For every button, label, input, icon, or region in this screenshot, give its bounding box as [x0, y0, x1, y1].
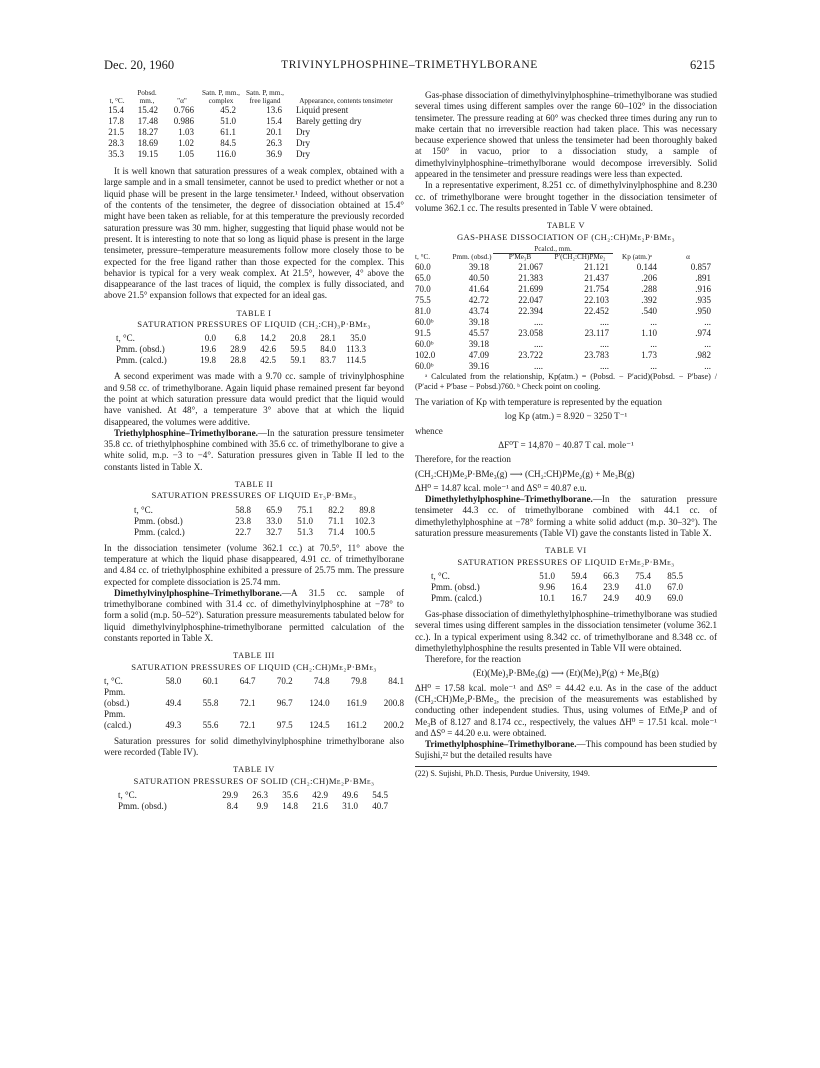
- table-cell: 45.2: [220, 105, 236, 116]
- table-cell: 49.6: [342, 790, 358, 801]
- table-cell: 102.3: [354, 515, 375, 526]
- paragraph: Therefore, for the reaction: [425, 654, 521, 665]
- equation: (CH₂:CH)Me₂P·BMe₃(g) ⟶ (CH₂:CH)PMe₂(g) + Me₃B(g): [415, 468, 635, 479]
- paragraph: Therefore, for the reaction: [415, 454, 511, 465]
- table-cell: Pmm. (obsd.): [134, 515, 183, 526]
- table-title: SATURATION PRESSURES OF LIQUID (CH₂:CH)Me₂P·BMe₃: [131, 661, 377, 672]
- header-page-number: 6215: [690, 58, 715, 72]
- paragraph: In a representative experiment, 8.251 cc. of dimethylvinylphosphine and 8.230 cc. of trimethylborane were brought together in the dissociation tensimeter of volume 362.1 cc. The results presented in Table V were obtained.: [415, 180, 717, 213]
- paragraph: [415, 494, 717, 539]
- table-cell: t, °C.: [116, 333, 135, 344]
- note-b: ᵇ Check point on cooling.: [517, 382, 601, 392]
- table-6: [431, 571, 683, 604]
- table-cell: Pmm. (obsd.): [431, 581, 480, 592]
- table-cell: 22.103: [584, 295, 609, 306]
- table-cell: 0.144: [636, 262, 657, 273]
- table-cell: 42.6: [260, 344, 276, 355]
- table-cell: 33.0: [266, 515, 282, 526]
- table-row: [431, 582, 683, 593]
- table-row: [104, 698, 404, 709]
- paragraph: Gas-phase dissociation of dimethylvinylphosphine–trimethylborane was studied several times using different samples over the range 60–102° in the dissociation tensimeter. The pressure reading at 60° was checked three times during any run to make certain that no irreversible reaction had taken place. This was necessary because experience showed that unless the tensimeter had been thoroughly baked at 150° in vacuo, prior to a dissociation study, a sample of dimethylvinylphosphine–trimethylborane would decompose irreversibly. Solid appeared in the tensimeter and pressure readings were less than expected.: [415, 90, 717, 180]
- table-header-row: [104, 90, 404, 105]
- table-5-body: [415, 262, 715, 372]
- left-column: [104, 90, 404, 812]
- table-cell: t, °C.: [431, 570, 450, 581]
- table-cell: 67.0: [667, 581, 683, 592]
- table-cell: 40.7: [372, 801, 388, 812]
- table-cell: 23.058: [518, 328, 543, 339]
- table-cell: .916: [695, 284, 711, 295]
- col-header: α: [686, 253, 690, 262]
- table-row: [415, 328, 715, 339]
- paragraph: It is well known that saturation pressures of a weak complex, obtained with a large sample and in a small tensimeter, cannot be used to predict whether or not a liquid phase will be present in the large tensimeter.¹ Indeed, without observation of the contents of the tensimeter, the degree of dissociation obtained at 15.4° might have been taken as reliable, for at this temperature the previously recorded saturation pressure was 30 mm. higher, suggesting that liquid phase would not be present. It is interesting to note that so long as liquid phase is present in the large tensimeter, pressure–temperature measurements follow more closely those to be expected for the free ligand rather than those expected for the complex. This behavior is typical for a very weak complex. At 21.5°, however, 4° above the disappearance of the last traces of liquid, the complex is fully dissociated, and above 21.5° expansion follows that expected for an ideal gas.: [104, 166, 404, 301]
- table-row: [415, 361, 715, 372]
- table-cell: 8.4: [226, 801, 238, 812]
- table-row: [134, 516, 375, 527]
- table-caption: TABLE II: [234, 480, 274, 490]
- table-note: [415, 372, 717, 392]
- section-heading: Trimethylphosphine–Trimethylborane.: [425, 739, 577, 750]
- col-group-header: Pcalcd., mm.: [493, 246, 613, 254]
- table-cell: 60.0: [415, 262, 431, 273]
- table-row: [431, 571, 683, 582]
- table-cell: 66.3: [603, 570, 619, 581]
- paragraph-text: —In the saturation pressure tensimeter 35.8 cc. of triethylphosphine combined with 35.6 cc. of trimethylborane to give a white solid, m.p. −3 to −4°. Saturation pressures given in Table II led to the constants listed in Table X.: [104, 427, 404, 472]
- col-header: P′Me₃B: [508, 253, 532, 262]
- table-cell: 54.5: [372, 790, 388, 801]
- table-cell: 51.0: [297, 515, 313, 526]
- table-cell: 49.4: [165, 697, 182, 708]
- note-a: ᵃ Calculated from the relationship, Kp(atm.) = (Pobsd. − P′acid)(Pobsd. − P′base) / (P′acid + P′base − Pobsd.)760.: [415, 372, 717, 392]
- table-cell: 1.03: [178, 127, 194, 138]
- table-cell: 23.9: [603, 581, 619, 592]
- table-cell: 113.3: [346, 344, 366, 355]
- paragraph: [104, 588, 404, 644]
- table-cell: 9.9: [256, 801, 268, 812]
- table-title: SATURATION PRESSURES OF LIQUID Et₃P·BMe₃: [151, 490, 357, 501]
- table-cell: .974: [695, 328, 711, 339]
- table-cell: 200.8: [383, 697, 404, 708]
- paragraph: Gas-phase dissociation of dimethylethylphosphine–trimethylborane was studied several times using different samples in the dissociation tensimeter (volume 362.1 cc.). In a typical experiment using 8.342 cc. of trimethylborane and 8.348 cc. of dimethylethylphosphine the results presented in Table VII were obtained.: [415, 608, 717, 653]
- table-cell: (calcd.): [104, 719, 132, 730]
- table-cell: Pmm. (calcd.): [116, 355, 167, 366]
- table-4: [118, 790, 388, 812]
- table-cell: 19.6: [200, 344, 216, 355]
- header-title: TRIVINYLPHOSPHINE–TRIMETHYLBORANE: [281, 59, 538, 71]
- table-cell: 75.5: [415, 295, 431, 306]
- table-cell: 51.0: [539, 570, 555, 581]
- table-cell: 13.6: [266, 105, 282, 116]
- table-cell: 6.8: [234, 333, 246, 344]
- table-row: [415, 295, 715, 306]
- paragraph: The variation of Kp with temperature is represented by the equation: [415, 397, 662, 408]
- table-cell: 42.9: [312, 790, 328, 801]
- table-cell: 15.42: [137, 105, 158, 116]
- table-cell: 0.766: [173, 105, 194, 116]
- table-caption: TABLE IV: [233, 765, 275, 775]
- table-cell: 35.3: [108, 149, 124, 160]
- table-cell: 71.4: [328, 526, 344, 537]
- table-cell: 28.8: [230, 355, 246, 366]
- table-cell: 17.8: [108, 116, 124, 127]
- table-cell: 29.9: [222, 790, 238, 801]
- table-cell: 41.0: [635, 581, 651, 592]
- table-row: [415, 273, 715, 284]
- table-cell: ....: [534, 339, 543, 350]
- table-row: [104, 116, 404, 127]
- table-cell: 72.1: [239, 697, 256, 708]
- table-cell: 22.047: [518, 295, 543, 306]
- table-row: [415, 284, 715, 295]
- table-caption: TABLE V: [546, 221, 586, 231]
- paragraph: ΔH⁰ = 14.87 kcal. mole⁻¹ and ΔS⁰ = 40.87 e.u.: [415, 482, 587, 493]
- table-cell: 23.722: [518, 350, 543, 361]
- table-cell: 20.1: [266, 127, 282, 138]
- table-cell: 59.1: [290, 355, 306, 366]
- table-cell: ....: [534, 317, 543, 328]
- table-row: [104, 127, 404, 138]
- table-cell: 69.0: [667, 592, 683, 603]
- table-cell: Barely getting dry: [296, 116, 362, 127]
- table-cell: Dry: [296, 138, 310, 149]
- table-cell: .891: [695, 273, 711, 284]
- table-cell: 39.16: [468, 361, 489, 372]
- table-cell: 65.9: [266, 504, 282, 515]
- table-cell: 61.1: [220, 127, 236, 138]
- table-cell: 36.9: [266, 149, 282, 160]
- table-cell: Dry: [296, 127, 310, 138]
- paragraph-text: —In the saturation pressure tensimeter 44.3 cc. of trimethylborane combined with 44.1 cc. of dimethylethylphosphine at −78° forming a white solid adduct (m.p. 30–32°). The saturation pressure measurements (Table VI) gave the constants listed in Table X.: [415, 494, 717, 539]
- table-cell: 65.0: [415, 273, 431, 284]
- table-cell: Pmm.: [104, 708, 126, 719]
- table-cell: 19.8: [200, 355, 216, 366]
- table-cell: 40.50: [468, 273, 489, 284]
- table-cell: t, °C.: [134, 504, 153, 515]
- table-cell: t, °C.: [104, 675, 123, 686]
- col-header: "α": [177, 96, 187, 105]
- table-cell: 74.8: [313, 675, 330, 686]
- table-cell: 0.0: [204, 333, 216, 344]
- table-row: [415, 339, 715, 350]
- table-header-row: [415, 254, 715, 262]
- table-cell: ....: [600, 339, 609, 350]
- header-date: Dec. 20, 1960: [104, 58, 175, 72]
- table-cell: 22.452: [584, 306, 609, 317]
- table-row: [104, 720, 404, 731]
- table-cell: 84.0: [320, 344, 336, 355]
- table-cell: 79.8: [351, 675, 367, 686]
- table-cell: ....: [534, 361, 543, 372]
- table-cell: 21.754: [584, 284, 609, 295]
- paragraph: [415, 739, 717, 762]
- table-cell: ...: [704, 339, 711, 350]
- table-cell: 19.15: [137, 149, 158, 160]
- table-cell: 26.3: [252, 790, 268, 801]
- table-6-body: [431, 571, 683, 604]
- table-cell: Pmm.: [104, 686, 126, 697]
- table-row: [134, 527, 375, 538]
- section-heading: Triethylphosphine–Trimethylborane.: [114, 427, 258, 438]
- table-row: [104, 709, 404, 720]
- table-caption: TABLE VI: [545, 546, 587, 556]
- table-cell: 1.73: [641, 350, 657, 361]
- table-row: [104, 676, 404, 687]
- table-row: [104, 149, 404, 160]
- col-header: Kp (atm.)ᵃ: [622, 253, 652, 262]
- table-cell: 58.0: [165, 675, 182, 686]
- table-cell: 59.5: [290, 344, 306, 355]
- table-cell: 1.05: [178, 149, 194, 160]
- equation: log Kp (atm.) = 8.920 − 3250 T⁻¹: [504, 411, 628, 422]
- table-title: SATURATION PRESSURES OF LIQUID EtMe₂P·BMe₃: [457, 556, 675, 567]
- table-title: GAS-PHASE DISSOCIATION OF (CH₂:CH)Me₂P·BMe₃: [456, 231, 676, 242]
- table-cell: 75.1: [297, 504, 313, 515]
- table-cell: 15.4: [108, 105, 124, 116]
- table-cell: 23.8: [235, 515, 251, 526]
- table-caption: TABLE I: [236, 308, 272, 318]
- table-cell: 96.7: [276, 697, 293, 708]
- table-cell: 41.64: [468, 284, 489, 295]
- table-cell: 9.96: [539, 581, 555, 592]
- table-2: [134, 505, 375, 538]
- table-cell: 10.1: [539, 592, 555, 603]
- table-cell: 1.02: [178, 138, 194, 149]
- table-row: [116, 333, 366, 344]
- table-cell: ...: [650, 339, 657, 350]
- table-row: [134, 505, 375, 516]
- table-title: SATURATION PRESSURES OF LIQUID (CH₂:CH)₃P·BMe₃: [137, 319, 371, 330]
- paragraph: In the dissociation tensimeter (volume 362.1 cc.) at 70.5°, 11° above the temperature at which the liquid phase disappeared, 4.91 cc. of trimethylborane and 4.84 cc. of triethylphosphine exhibited a pressure of 25.75 mm. The pressure expected for complete dissociation is 25.74 mm.: [104, 542, 404, 587]
- col-header: Satn. P, mm., complex: [202, 89, 240, 105]
- table-cell: 21.6: [312, 801, 328, 812]
- table-cell: 35.0: [350, 333, 366, 344]
- table-cell: 58.8: [235, 504, 251, 515]
- table-cell: 28.9: [230, 344, 246, 355]
- table-caption: TABLE III: [233, 651, 275, 661]
- table-row: [104, 105, 404, 116]
- table-cell: 45.57: [468, 328, 489, 339]
- table-row: [116, 344, 366, 355]
- table-cell: 0.857: [690, 262, 711, 273]
- table-cell: 47.09: [468, 350, 489, 361]
- table-cell: 16.7: [571, 592, 587, 603]
- paragraph: [104, 428, 404, 473]
- equation: (Et)(Me)₂P·BMe₃(g) ⟶ (Et)(Me)₂P(g) + Me₃B(g): [473, 668, 659, 679]
- table-cell: 18.27: [137, 127, 158, 138]
- table-cell: 97.5: [276, 719, 293, 730]
- table-cell: .206: [641, 273, 657, 284]
- table-cell: ...: [704, 317, 711, 328]
- right-column: [415, 90, 717, 779]
- col-header: t, °C.: [415, 253, 431, 262]
- table-cell: 40.9: [635, 592, 651, 603]
- table-cell: 21.383: [518, 273, 543, 284]
- table-4-body: [118, 790, 388, 812]
- table-row: [415, 262, 715, 273]
- table-cell: 49.3: [165, 719, 182, 730]
- table-cell: 26.3: [266, 138, 282, 149]
- paragraph: Saturation pressures for solid dimethylvinylphosphine trimethylborane also were recorded (Table IV).: [104, 735, 404, 758]
- table-cell: 1.10: [641, 328, 657, 339]
- table-row: [415, 350, 715, 361]
- table-1-body: [116, 333, 366, 366]
- table-cell: 161.9: [346, 697, 367, 708]
- table-cell: .392: [641, 295, 657, 306]
- section-heading: Dimethylvinylphosphine–Trimethylborane.: [114, 587, 282, 598]
- col-header: t, °C.: [109, 96, 125, 105]
- table-cell: 28.3: [108, 138, 124, 149]
- table-cell: 31.0: [342, 801, 358, 812]
- table-cell: 14.2: [260, 333, 276, 344]
- table-cell: 23.117: [584, 328, 609, 339]
- table-cell: 84.5: [220, 138, 236, 149]
- table-cell: 83.7: [320, 355, 336, 366]
- table-cell: Pmm. (obsd.): [116, 344, 165, 355]
- table-cell: 60.0ᵇ: [415, 361, 434, 372]
- table-cell: 21.5: [108, 127, 124, 138]
- table-cell: Pmm. (obsd.): [118, 801, 167, 812]
- table-cell: 84.1: [388, 675, 404, 686]
- table-cell: 51.0: [220, 116, 236, 127]
- table-cell: 72.1: [239, 719, 256, 730]
- table-cell: 0.986: [173, 116, 194, 127]
- table-cell: 102.0: [415, 350, 436, 361]
- table-cell: 21.121: [584, 262, 609, 273]
- table-cell: 22.394: [518, 306, 543, 317]
- table-cell: 21.437: [584, 273, 609, 284]
- table-cell: 81.0: [415, 306, 431, 317]
- table-cell: 59.4: [571, 570, 587, 581]
- table-cell: 114.5: [346, 355, 366, 366]
- table-cell: 39.18: [468, 262, 489, 273]
- table-cell: 124.5: [309, 719, 330, 730]
- table-cell: 43.74: [468, 306, 489, 317]
- table-cell: 161.2: [346, 719, 367, 730]
- table-cell: 16.4: [571, 581, 587, 592]
- table-cell: ...: [704, 361, 711, 372]
- table-cell: 20.8: [290, 333, 306, 344]
- table-cell: (obsd.): [104, 697, 130, 708]
- table-cell: Liquid present: [296, 105, 349, 116]
- table-cell: 17.48: [137, 116, 158, 127]
- table-cell: 124.0: [309, 697, 330, 708]
- table-cell: 200.2: [383, 719, 404, 730]
- table-5: [415, 246, 715, 372]
- table-row: [104, 687, 404, 698]
- table-cell: ....: [600, 317, 609, 328]
- col-header: Satn. P, mm., free ligand: [246, 89, 284, 105]
- table-cell: ...: [650, 317, 657, 328]
- dissociation-table-body: [104, 105, 404, 160]
- table-cell: 14.8: [282, 801, 298, 812]
- table-cell: .288: [641, 284, 657, 295]
- table-cell: 39.18: [468, 317, 489, 328]
- table-cell: 35.6: [282, 790, 298, 801]
- table-cell: 60.0ᵇ: [415, 339, 434, 350]
- paragraph-text: —A 31.5 cc. sample of trimethylborane combined with 31.4 cc. of dimethylvinylphosphine at −78° to form a solid (m.p. 50–52°). Saturation pressure measurements tabulated below for liquid dimethylvinylphosphine-trimethylborane permitted calculation of the constants reported in Table X.: [104, 587, 404, 643]
- table-cell: 116.0: [216, 149, 236, 160]
- table-cell: .950: [695, 306, 711, 317]
- table-cell: Pmm. (calcd.): [431, 592, 482, 603]
- table-row: [415, 306, 715, 317]
- table-cell: 64.7: [239, 675, 256, 686]
- table-cell: 60.0ᵇ: [415, 317, 434, 328]
- table-row: [104, 138, 404, 149]
- table-cell: 22.7: [235, 526, 251, 537]
- table-cell: 71.1: [328, 515, 344, 526]
- table-cell: 100.5: [354, 526, 375, 537]
- table-cell: 60.1: [202, 675, 219, 686]
- table-2-body: [134, 505, 375, 538]
- table-cell: 70.2: [276, 675, 293, 686]
- table-cell: 28.1: [320, 333, 336, 344]
- table-cell: 21.699: [518, 284, 543, 295]
- dissociation-table: [104, 90, 404, 160]
- table-cell: 24.9: [603, 592, 619, 603]
- table-cell: 32.7: [266, 526, 282, 537]
- table-cell: 75.4: [635, 570, 651, 581]
- col-header: Pobsd. mm.,: [137, 89, 157, 105]
- table-cell: 39.18: [468, 339, 489, 350]
- table-cell: 91.5: [415, 328, 431, 339]
- footnote: (22) S. Sujishi, Ph.D. Thesis, Purdue University, 1949.: [415, 766, 717, 779]
- table-cell: ...: [650, 361, 657, 372]
- col-header: Appearance, contents tensimeter: [299, 96, 393, 105]
- table-cell: Dry: [296, 149, 310, 160]
- table-cell: .982: [695, 350, 711, 361]
- table-cell: 15.4: [266, 116, 282, 127]
- table-cell: t, °C.: [118, 790, 137, 801]
- table-cell: 51.3: [297, 526, 313, 537]
- table-row: [118, 790, 388, 801]
- table-cell: 42.5: [260, 355, 276, 366]
- table-cell: 85.5: [667, 570, 683, 581]
- section-heading: Dimethylethylphosphine–Trimethylborane.: [425, 494, 593, 505]
- table-cell: 42.72: [468, 295, 489, 306]
- table-row: [118, 801, 388, 812]
- table-cell: .935: [695, 295, 711, 306]
- table-cell: 23.783: [584, 350, 609, 361]
- table-row: [431, 593, 683, 604]
- table-cell: Pmm. (calcd.): [134, 526, 185, 537]
- table-1: [116, 333, 366, 366]
- table-cell: 89.8: [359, 504, 375, 515]
- table-cell: 55.8: [202, 697, 219, 708]
- table-cell: 18.69: [137, 138, 158, 149]
- table-cell: 82.2: [328, 504, 344, 515]
- table-row: [116, 355, 366, 366]
- table-cell: 55.6: [202, 719, 219, 730]
- col-header: P′(CH₂:CH)PMe₂: [554, 253, 606, 262]
- table-cell: 21.067: [518, 262, 543, 273]
- paragraph-text: —This compound has been studied by Sujishi,²² but the detailed results have: [415, 739, 717, 761]
- table-title: SATURATION PRESSURES OF SOLID (CH₂:CH)Me₂P·BMe₃: [133, 775, 375, 786]
- col-header: Pmm. (obsd.): [452, 253, 492, 262]
- table-cell: ....: [600, 361, 609, 372]
- table-row: [415, 317, 715, 328]
- table-3-body: [104, 676, 404, 731]
- equation: ΔF⁰T = 14,870 − 40.87 T cal. mole⁻¹: [498, 439, 634, 450]
- table-cell: 70.0: [415, 284, 431, 295]
- paragraph: whence: [415, 425, 443, 436]
- paragraph: ΔH⁰ = 17.58 kcal. mole⁻¹ and ΔS⁰ = 44.42 e.u. As in the case of the adduct (CH₂:CH)Me₂P·BMe₃, the precision of the measurements was established by conducting other independent studies. Thus, using volumes of EtMe₂P and of Me₃B of 8.127 and 8.174 cc., respectively, the values ΔH⁰ = 17.51 kcal. mole⁻¹ and ΔS⁰ = 44.20 e.u. were obtained.: [415, 682, 717, 738]
- paragraph: A second experiment was made with a 9.70 cc. sample of trivinylphosphine and 9.58 cc. of trimethylborane. Again liquid phase remained present far beyond the point at which saturation pressure data would predict that the liquid would have vanished. At 48°, a temperature 3° above that at which the liquid disappeared, the volumes were additive.: [104, 371, 404, 427]
- table-3: [104, 676, 404, 731]
- page-header: [104, 58, 715, 74]
- table-cell: .540: [641, 306, 657, 317]
